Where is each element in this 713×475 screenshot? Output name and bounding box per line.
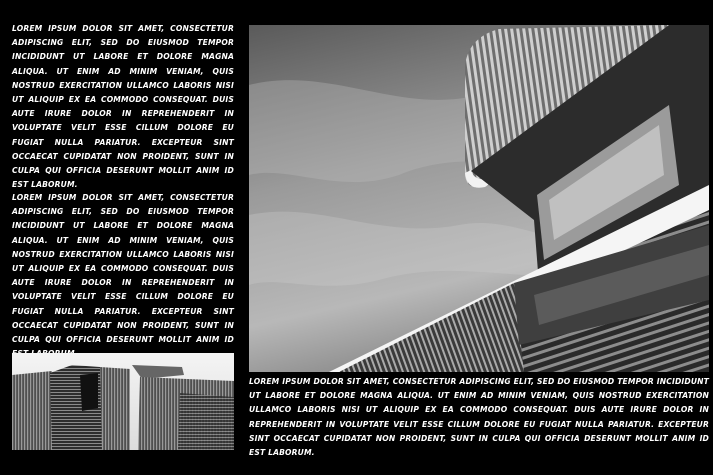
body-text-top-left: LOREM IPSUM DOLOR SIT AMET, CONSECTETUR ADIPISCING ELIT, SED DO EIUSMOD TEMPOR INCIDIDUNT UT LABORE ET DOLORE MAGNA ALIQUA. UT ENIM AD MINIM VENIAM, QUIS NOSTRUD EXERCITATION ULLAMCO LABORIS NISI UT ALIQUIP EX EA COMMODO CONSEQUAT. DUIS AUTE IRURE DOLOR IN REPREHENDERIT IN VOLUPTATE VELIT ESSE CILLUM DOLORE EU FUGIAT NULLA PARIATUR. EXCEPTEUR SINT OCCAECAT CUPIDATAT NON PROIDENT, SUNT IN CULPA QUI OFFICIA DESERUNT MOLLIT ANIM ID EST LABORUM. <box>12 24 234 190</box>
building-photo-large <box>249 25 709 372</box>
body-text-middle-left: LOREM IPSUM DOLOR SIT AMET, CONSECTETUR ADIPISCING ELIT, SED DO EIUSMOD TEMPOR INCIDIDUNT UT LABORE ET DOLORE MAGNA ALIQUA. UT ENIM AD MINIM VENIAM, QUIS NOSTRUD EXERCITATION ULLAMCO LABORIS NISI UT ALIQUIP EX EA COMMODO CONSEQUAT. DUIS AUTE IRURE DOLOR IN REPREHENDERIT IN VOLUPTATE VELIT ESSE CILLUM DOLORE EU FUGIAT NULLA PARIATUR. EXCEPTEUR SINT OCCAECAT CUPIDATAT NON PROIDENT, SUNT IN CULPA QUI OFFICIA DESERUNT MOLLIT ANIM ID <box>12 193 234 345</box>
building-photo-small <box>12 353 234 450</box>
body-text-bottom-right: LOREM IPSUM DOLOR SIT AMET, CONSECTETUR ADIPISCING ELIT, SED DO EIUSMOD TEMPOR INCIDIDUNT UT LABORE ET DOLORE MAGNA ALIQUA. UT ENIM AD MINIM VENIAM, QUIS NOSTRUD EXERCITATION ULLAMCO LABORIS NISI UT ALIQUIP EX EA COMMODO CONSEQUAT. DUIS AUTE IRURE DOLOR IN REPREHENDERIT IN VOLUPTATE VELIT ESSE CILLUM DOLORE EU FUGIAT NULLA PARIATUR. EXCEPTEUR SINT OCCAECAT CUPIDATAT NON PROIDENT, SUNT IN CULPA QUI OFFICIA DESERUNT MOLLIT ANIM ID EST LABORUM. <box>249 377 709 458</box>
